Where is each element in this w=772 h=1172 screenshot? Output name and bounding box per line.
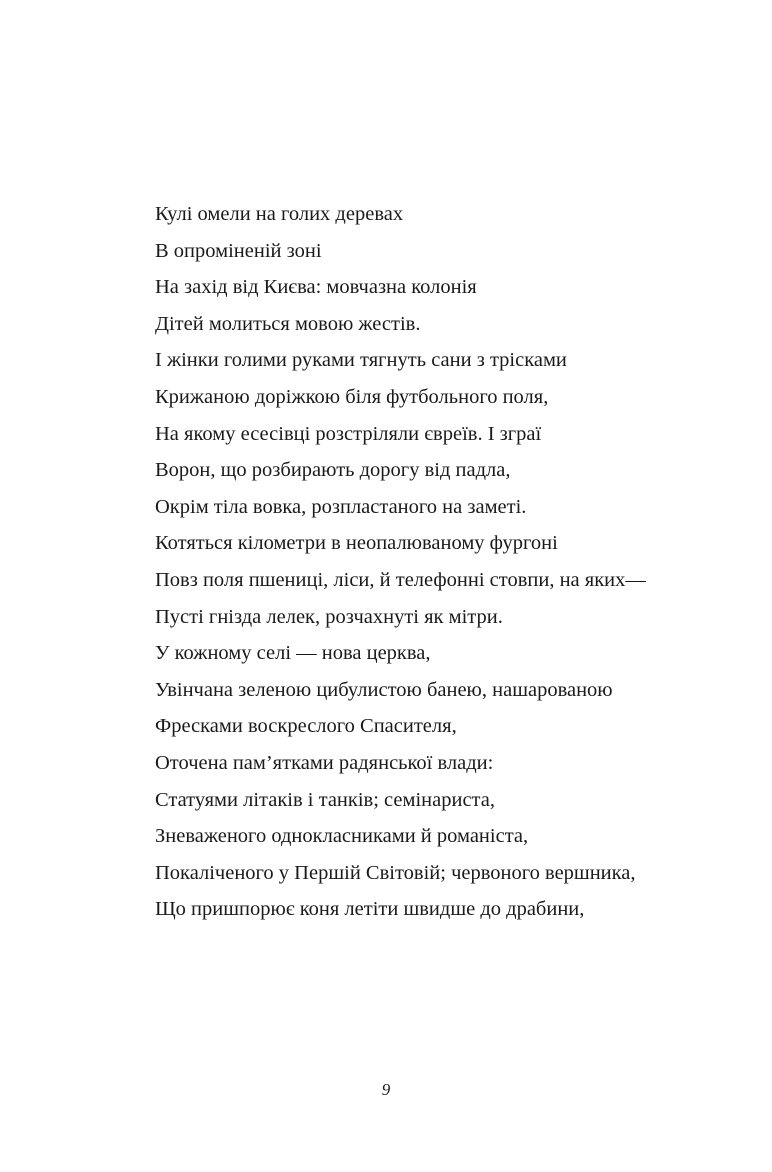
poem-line: На якому есесівці розстріляли євреїв. І зграї	[155, 422, 542, 445]
poem-line: Окрім тіла вовка, розпластаного на заметі.	[155, 495, 527, 518]
poem-line: Повз поля пшениці, ліси, й телефонні стовпи, на яких—	[155, 568, 646, 591]
poem-line: Що пришпорює коня летіти швидше до драбини,	[155, 898, 585, 921]
poem-line: Фресками воскреслого Спасителя,	[155, 715, 457, 738]
poem-text	[155, 196, 646, 928]
poem-line: У кожному селі — нова церква,	[155, 642, 431, 665]
poem-line: Оточена пам’ятками радянської влади:	[155, 751, 494, 774]
poem-line: Ворон, що розбирають дорогу від падла,	[155, 459, 511, 482]
poem-line: Зневаженого однокласниками й романіста,	[155, 825, 529, 848]
poem-line: І жінки голими руками тягнуть сани з трісками	[155, 349, 567, 372]
page-number: 9	[381, 1080, 391, 1099]
poem-line: Статуями літаків і танків; семінариста,	[155, 788, 495, 811]
poem-line: Дітей молиться мовою жестів.	[155, 312, 421, 335]
poem-line: На захід від Києва: мовчазна колонія	[155, 276, 477, 299]
poem-line: Крижаною доріжкою біля футбольного поля,	[155, 385, 549, 408]
poem-line: Кулі омели на голих деревах	[155, 203, 404, 225]
poem-line: В опроміненій зоні	[155, 239, 322, 262]
poem-line: Увінчана зеленою цибулистою банею, нашарованою	[155, 678, 613, 701]
poem-line: Котяться кілометри в неопалюваному фургоні	[155, 532, 558, 555]
poem-line: Пусті гнізда лелек, розчахнуті як мітри.	[155, 605, 503, 628]
poem-line: Покаліченого у Першій Світовій; червоного вершника,	[155, 861, 636, 884]
